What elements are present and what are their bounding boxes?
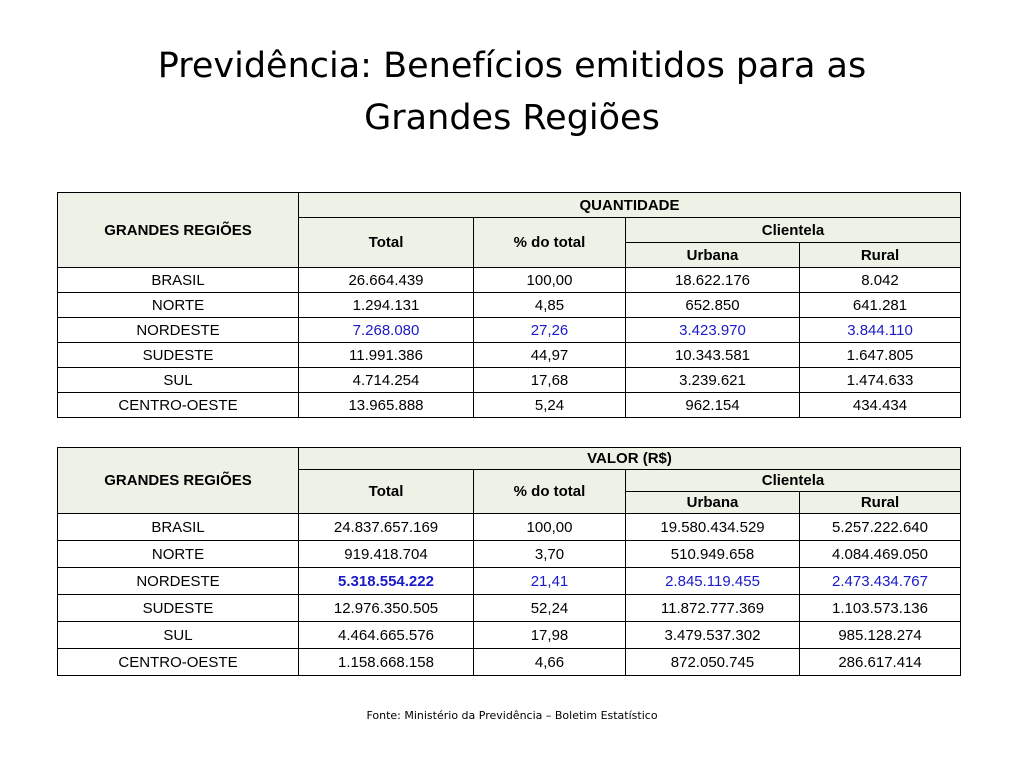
rural-cell: 985.128.274 [800,622,961,649]
region-cell: NORDESTE [58,318,299,343]
region-cell: NORDESTE [58,568,299,595]
urbana-cell: 11.872.777.369 [626,595,800,622]
pct-header: % do total [474,218,626,268]
table-row-highlighted [58,568,961,595]
urbana-header: Urbana [626,243,800,268]
rural-cell: 286.617.414 [800,649,961,676]
region-cell: CENTRO-OESTE [58,649,299,676]
rural-cell: 641.281 [800,293,961,318]
pct-cell: 44,97 [474,343,626,368]
table-row [58,343,961,368]
rural-cell: 3.844.110 [800,318,961,343]
region-cell: SUL [58,368,299,393]
quantidade-group-header: QUANTIDADE [299,193,961,218]
urbana-cell: 510.949.658 [626,541,800,568]
rural-cell: 4.084.469.050 [800,541,961,568]
table-row [58,514,961,541]
total-cell: 4.714.254 [299,368,474,393]
clientela-header: Clientela [626,218,961,243]
table-row [58,622,961,649]
valor-table-header [58,448,961,514]
pct-cell: 100,00 [474,514,626,541]
page-title-line-2: Grandes Regiões [364,98,660,138]
total-cell: 26.664.439 [299,268,474,293]
rural-header: Rural [800,492,961,514]
rural-cell: 2.473.434.767 [800,568,961,595]
pct-cell: 27,26 [474,318,626,343]
total-cell: 24.837.657.169 [299,514,474,541]
region-cell: CENTRO-OESTE [58,393,299,418]
clientela-header: Clientela [626,470,961,492]
urbana-cell: 10.343.581 [626,343,800,368]
page-title [0,40,1024,144]
rural-cell: 5.257.222.640 [800,514,961,541]
table-row [58,368,961,393]
pct-cell: 4,85 [474,293,626,318]
table-row-highlighted [58,318,961,343]
page-title-line-1: Previdência: Benefícios emitidos para as [157,46,867,86]
regions-header: GRANDES REGIÕES [58,448,299,514]
urbana-cell: 3.239.621 [626,368,800,393]
total-header: Total [299,218,474,268]
region-cell: BRASIL [58,514,299,541]
pct-cell: 52,24 [474,595,626,622]
region-cell: SUL [58,622,299,649]
total-cell: 919.418.704 [299,541,474,568]
table-row [58,595,961,622]
region-cell: NORTE [58,293,299,318]
pct-cell: 3,70 [474,541,626,568]
urbana-cell: 3.479.537.302 [626,622,800,649]
rural-cell: 8.042 [800,268,961,293]
table-row [58,268,961,293]
rural-cell: 1.474.633 [800,368,961,393]
source-note: Fonte: Ministério da Previdência – Boletim Estatístico [366,709,658,722]
pct-cell: 100,00 [474,268,626,293]
region-cell: SUDESTE [58,595,299,622]
region-cell: NORTE [58,541,299,568]
table-row [58,541,961,568]
total-cell: 12.976.350.505 [299,595,474,622]
total-cell: 1.158.668.158 [299,649,474,676]
urbana-cell: 19.580.434.529 [626,514,800,541]
region-cell: SUDESTE [58,343,299,368]
rural-header: Rural [800,243,961,268]
rural-cell: 434.434 [800,393,961,418]
pct-cell: 17,98 [474,622,626,649]
total-cell: 1.294.131 [299,293,474,318]
urbana-header: Urbana [626,492,800,514]
table-row [58,293,961,318]
urbana-cell: 652.850 [626,293,800,318]
urbana-cell: 962.154 [626,393,800,418]
rural-cell: 1.103.573.136 [800,595,961,622]
urbana-cell: 872.050.745 [626,649,800,676]
total-cell: 11.991.386 [299,343,474,368]
total-cell: 4.464.665.576 [299,622,474,649]
region-cell: BRASIL [58,268,299,293]
pct-cell: 21,41 [474,568,626,595]
quantidade-table-header [58,193,961,268]
pct-cell: 4,66 [474,649,626,676]
valor-group-header: VALOR (R$) [299,448,961,470]
valor-table-body [58,514,961,676]
total-header: Total [299,470,474,514]
total-cell: 5.318.554.222 [299,568,474,595]
pct-cell: 17,68 [474,368,626,393]
quantidade-table [57,192,961,418]
table-row [58,393,961,418]
regions-header: GRANDES REGIÕES [58,193,299,268]
valor-table [57,447,961,676]
urbana-cell: 18.622.176 [626,268,800,293]
pct-header: % do total [474,470,626,514]
total-cell: 7.268.080 [299,318,474,343]
urbana-cell: 3.423.970 [626,318,800,343]
total-cell: 13.965.888 [299,393,474,418]
quantidade-table-body [58,268,961,418]
table-row [58,649,961,676]
rural-cell: 1.647.805 [800,343,961,368]
urbana-cell: 2.845.119.455 [626,568,800,595]
pct-cell: 5,24 [474,393,626,418]
